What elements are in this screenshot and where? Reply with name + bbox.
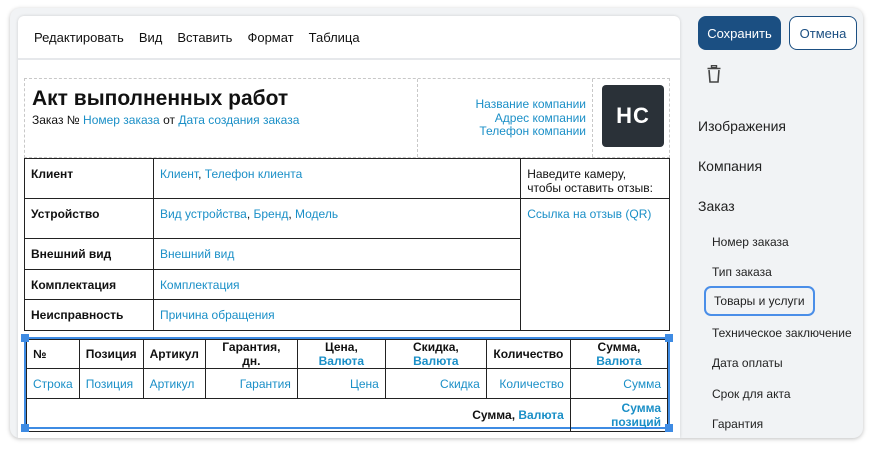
menu-table[interactable]: Таблица — [308, 29, 360, 45]
total-label: Сумма, Валюта — [27, 399, 571, 432]
items-total-row — [27, 399, 668, 432]
cell-warranty[interactable]: Гарантия — [205, 369, 297, 399]
device-value[interactable]: Вид устройства, Бренд, Модель — [153, 199, 520, 239]
qr-prompt: Наведите камеру, чтобы оставить отзыв: — [521, 159, 670, 199]
col-discount: Скидка, Валюта — [385, 340, 486, 369]
order-number-field[interactable]: Номер заказа — [83, 113, 160, 127]
resize-handle-bottom-right[interactable] — [665, 424, 673, 432]
order-from: от — [163, 113, 175, 127]
order-item-type[interactable]: Тип заказа — [712, 265, 772, 279]
menu-insert[interactable]: Вставить — [177, 29, 233, 45]
fault-field[interactable]: Причина обращения — [153, 300, 520, 331]
info-row-device — [25, 199, 670, 239]
menu-format[interactable]: Формат — [247, 29, 294, 45]
order-item-technical-report[interactable]: Техническое заключение — [712, 326, 852, 340]
info-table — [24, 158, 670, 331]
total-value[interactable]: Сумма позиций — [570, 399, 667, 432]
fault-label: Неисправность — [25, 300, 154, 331]
col-price: Цена, Валюта — [297, 340, 385, 369]
order-item-act-deadline[interactable]: Срок для акта — [712, 387, 791, 401]
kit-label: Комплектация — [25, 270, 154, 300]
company-block[interactable] — [419, 79, 593, 157]
section-order[interactable]: Заказ — [698, 198, 735, 214]
company-address-field[interactable]: Адрес компании — [494, 110, 586, 125]
editor-menubar — [18, 16, 680, 60]
menu-view[interactable]: Вид — [138, 29, 163, 45]
qr-link-field[interactable]: Ссылка на отзыв (QR) — [527, 207, 652, 221]
resize-handle-top-left[interactable] — [21, 334, 29, 342]
save-button[interactable]: Сохранить — [698, 16, 781, 50]
client-field[interactable]: Клиент — [159, 167, 199, 181]
cell-quantity[interactable]: Количество — [486, 369, 570, 399]
col-sum: Сумма, Валюта — [570, 340, 667, 369]
device-type-field[interactable]: Вид устройства — [159, 207, 247, 221]
device-brand-field[interactable]: Бренд — [253, 207, 289, 221]
doc-order-line — [32, 113, 410, 127]
menu-edit[interactable]: Редактировать — [34, 29, 124, 45]
cell-position[interactable]: Позиция — [79, 369, 143, 399]
order-prefix: Заказ № — [32, 113, 80, 127]
cell-price[interactable]: Цена — [297, 369, 385, 399]
section-images[interactable]: Изображения — [698, 118, 786, 134]
company-name-field[interactable]: Название компании — [475, 97, 586, 111]
company-phone-field[interactable]: Телефон компании — [479, 124, 586, 138]
cell-article[interactable]: Артикул — [143, 369, 205, 399]
col-position: Позиция — [79, 340, 143, 369]
items-table-selected[interactable] — [24, 337, 670, 429]
qr-cell — [521, 199, 670, 331]
appearance-field[interactable]: Внешний вид — [153, 239, 520, 270]
cell-sum[interactable]: Сумма — [570, 369, 667, 399]
appearance-label: Внешний вид — [25, 239, 154, 270]
doc-header-title-block[interactable] — [25, 79, 418, 157]
order-item-goods-services[interactable]: Товары и услуги — [704, 286, 815, 316]
order-item-payment-date[interactable]: Дата оплаты — [712, 356, 783, 370]
device-model-field[interactable]: Модель — [295, 207, 339, 221]
app-window — [10, 8, 863, 438]
doc-header — [24, 78, 670, 158]
order-item-number[interactable]: Номер заказа — [712, 235, 789, 249]
items-data-row — [27, 369, 668, 399]
order-date-field[interactable]: Дата создания заказа — [178, 113, 300, 127]
client-phone-field[interactable]: Телефон клиента — [204, 167, 303, 181]
section-company[interactable]: Компания — [698, 158, 763, 174]
trash-icon[interactable] — [707, 65, 721, 83]
col-warranty: Гарантия, дн. — [205, 340, 297, 369]
right-panel — [690, 8, 863, 438]
resize-handle-top-right[interactable] — [665, 334, 673, 342]
document-page — [24, 78, 670, 429]
items-header-row — [27, 340, 668, 369]
info-row-client — [25, 159, 670, 199]
col-number: № — [27, 340, 80, 369]
items-table — [26, 339, 668, 432]
doc-title: Акт выполненных работ — [32, 87, 289, 110]
col-article: Артикул — [143, 340, 205, 369]
cell-discount[interactable]: Скидка — [385, 369, 486, 399]
kit-field[interactable]: Комплектация — [153, 270, 520, 300]
document-editor — [18, 16, 680, 438]
col-quantity: Количество — [486, 340, 570, 369]
cancel-button[interactable]: Отмена — [789, 16, 857, 50]
order-item-warranty[interactable]: Гарантия — [712, 417, 764, 431]
client-value[interactable]: Клиент, Телефон клиента — [153, 159, 520, 199]
cell-row[interactable]: Строка — [27, 369, 80, 399]
client-label: Клиент — [25, 159, 154, 199]
company-logo[interactable]: HC — [602, 85, 664, 147]
resize-handle-bottom-left[interactable] — [21, 424, 29, 432]
device-label: Устройство — [25, 199, 154, 239]
